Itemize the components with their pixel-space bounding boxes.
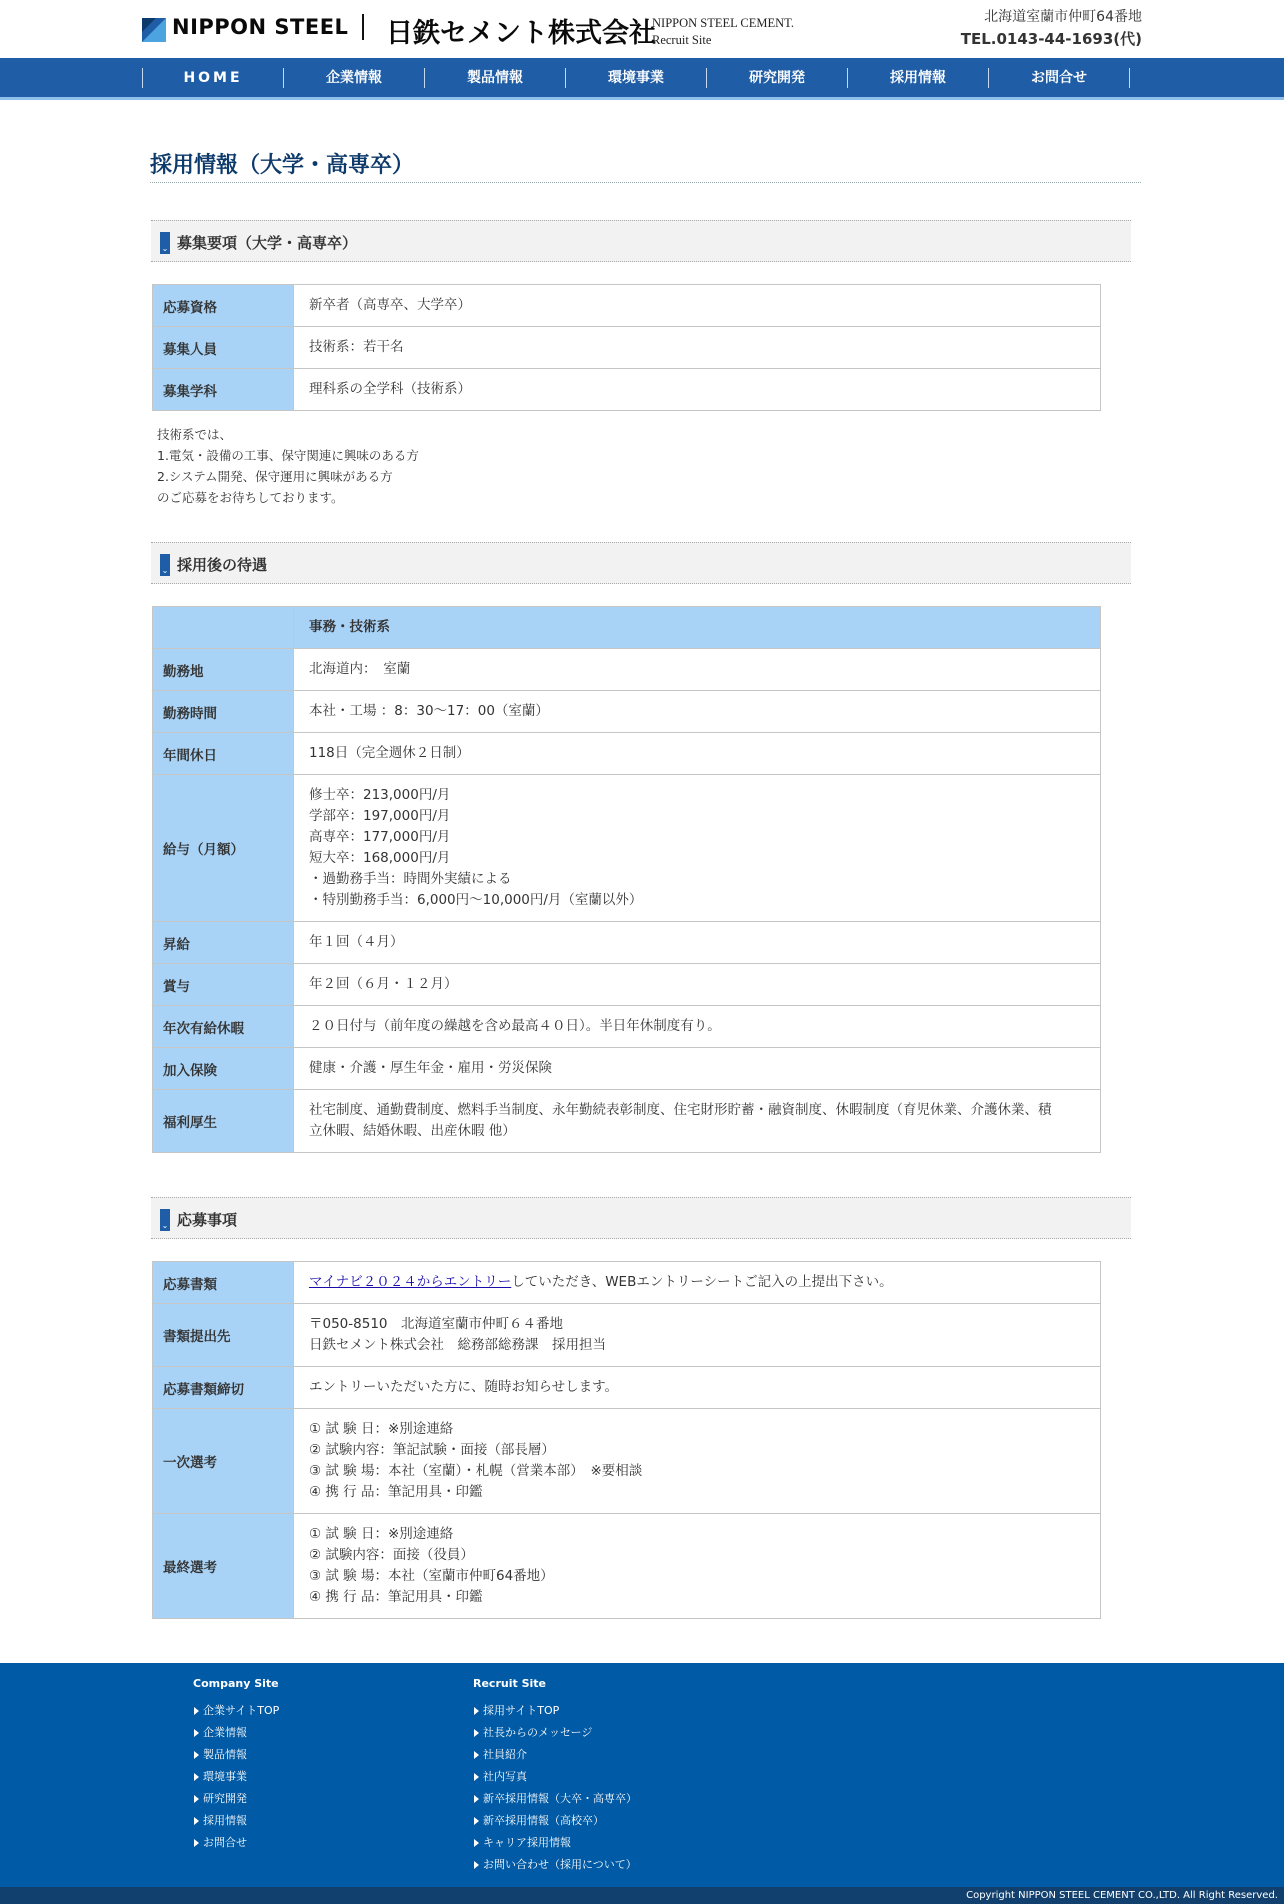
value-line: ④ 携 行 品：筆記用具・印鑑 [309,1484,483,1500]
row-label: 勤務時間 [153,691,294,733]
nav-environment[interactable]: 環境事業 [565,68,706,88]
footer-link[interactable]: 採用情報 [193,1813,279,1835]
footer-link[interactable]: 企業サイトTOP [193,1703,279,1725]
nav-home[interactable]: HOME [142,68,283,88]
value-line: ② 試験内容：面接（役員） [309,1547,474,1563]
value-line: 立休暇、結婚休暇、出産休暇 他） [309,1123,516,1139]
row-label: 応募書類 [153,1262,294,1304]
page-title: 採用情報（大学・高専卒） [150,148,1141,183]
footer-link[interactable]: 企業情報 [193,1725,279,1747]
row-label: 最終選考 [153,1514,294,1619]
table-row [153,327,1101,369]
row-value [294,1304,1101,1367]
table-row [153,1304,1101,1367]
row-label: 賞与 [153,964,294,1006]
table-row [153,1367,1101,1409]
row-value [294,1262,1101,1304]
row-label: 昇給 [153,922,294,964]
footer-link[interactable]: 新卒採用情報（大卒・高専卒） [473,1791,637,1813]
footer-link[interactable]: お問合せ [193,1835,279,1857]
table-row [153,1090,1101,1153]
nav-contact[interactable]: お問合せ [988,68,1130,88]
logo-divider [362,14,364,40]
footer-company-heading: Company Site [193,1677,279,1690]
footer-link[interactable]: 社内写真 [473,1769,637,1791]
note-line: のご応募をお待ちしております。 [157,490,344,505]
row-value: ２０日付与（前年度の繰越を含め最高４０日）。半日年休制度有り。 [294,1006,1101,1048]
row-label: 一次選考 [153,1409,294,1514]
application-table [152,1261,1101,1619]
footer-link[interactable]: 社員紹介 [473,1747,637,1769]
site-name-line1: NIPPON STEEL CEMENT. [652,16,795,30]
table-row [153,775,1101,922]
footer-link[interactable]: キャリア採用情報 [473,1835,637,1857]
footer-link[interactable]: 製品情報 [193,1747,279,1769]
row-label: 年次有給休暇 [153,1006,294,1048]
footer-company-links [193,1677,279,1857]
value-line: 短大卒：168,000円/月 [309,850,451,866]
row-value: 技術系：若干名 [294,327,1101,369]
section-heading-requirements [151,220,1131,262]
table-row [153,691,1101,733]
site-header [0,0,1284,58]
table-row [153,922,1101,964]
value-line: ① 試 験 日：※別途連絡 [309,1526,454,1542]
footer-link[interactable]: 採用サイトTOP [473,1703,637,1725]
value-line: ③ 試 験 場：本社（室蘭市仲町64番地） [309,1568,554,1584]
header-value: 事務・技術系 [294,607,1101,649]
section-heading-benefits [151,542,1131,584]
row-value: 新卒者（高専卒、大学卒） [294,285,1101,327]
row-value: 北海道内： 室蘭 [294,649,1101,691]
note-line: 1.電気・設備の工事、保守関連に興味のある方 [157,448,419,463]
row-label: 給与（月額） [153,775,294,922]
table-row [153,285,1101,327]
mynavi-entry-link[interactable]: マイナビ２０２４からエントリー [309,1274,512,1290]
value-line: ③ 試 験 場：本社（室蘭）・札幌（営業本部） ※要相談 [309,1463,643,1479]
table-row [153,1006,1101,1048]
value-line: 修士卒：213,000円/月 [309,787,451,803]
footer-link[interactable]: 社長からのメッセージ [473,1725,637,1747]
row-value: 理科系の全学科（技術系） [294,369,1101,411]
row-label: 募集学科 [153,369,294,411]
row-value [294,775,1101,922]
section-heading-label: 応募事項 [177,1211,238,1229]
copyright: Copyright NIPPON STEEL CEMENT CO.,LTD. All Right Reserved. [0,1887,1284,1904]
table-row [153,1048,1101,1090]
nav-company[interactable]: 企業情報 [283,68,424,88]
section-chevron-icon: ⌄ [160,232,170,254]
header-empty-cell [153,607,294,649]
row-value [294,1514,1101,1619]
footer-link[interactable]: 新卒採用情報（高校卒） [473,1813,637,1835]
value-line: 〒050-8510 北海道室蘭市仲町６４番地 [309,1316,563,1332]
nav-products[interactable]: 製品情報 [424,68,565,88]
table-row [153,1514,1101,1619]
table-row [153,369,1101,411]
row-label: 応募書類締切 [153,1367,294,1409]
site-name-line2: Recruit Site [652,33,712,47]
section-chevron-icon: ⌄ [160,554,170,576]
value-line: 学部卒：197,000円/月 [309,808,451,824]
nippon-steel-logo-icon[interactable] [142,18,166,42]
site-footer [0,1663,1284,1887]
section-heading-label: 採用後の待遇 [177,556,268,574]
row-value: エントリーいただいた方に、随時お知らせします。 [294,1367,1101,1409]
value-line: 高専卒：177,000円/月 [309,829,451,845]
row-value: 年１回（４月） [294,922,1101,964]
row-label: 応募資格 [153,285,294,327]
row-value [294,1090,1101,1153]
value-line: ② 試験内容：筆記試験・面接（部長層） [309,1442,555,1458]
company-address: 北海道室蘭市仲町64番地 [984,9,1142,25]
row-label: 加入保険 [153,1048,294,1090]
company-tel: TEL.0143-44-1693(代) [960,30,1142,48]
note-line: 技術系では、 [157,427,233,442]
logo-text-ja[interactable]: 日鉄セメント株式会社 [386,18,656,49]
logo-text-en[interactable]: NIPPON STEEL [172,15,349,39]
note-line: 2.システム開発、保守運用に興味がある方 [157,469,393,484]
row-value-text: していただき、WEBエントリーシートご記入の上提出下さい。 [511,1274,893,1290]
section-heading-application [151,1197,1131,1239]
row-label: 募集人員 [153,327,294,369]
row-value: 118日（完全週休２日制） [294,733,1101,775]
row-label: 福利厚生 [153,1090,294,1153]
footer-link[interactable]: お問い合わせ（採用について） [473,1857,637,1879]
value-line: ・特別勤務手当：6,000円～10,000円/月（室蘭以外） [309,892,643,908]
row-value: 健康・介護・厚生年金・雇用・労災保険 [294,1048,1101,1090]
table-row [153,649,1101,691]
benefits-table [152,606,1101,1153]
value-line: ④ 携 行 品：筆記用具・印鑑 [309,1589,483,1605]
table-row [153,733,1101,775]
requirements-table [152,284,1101,411]
row-value: 年２回（６月・１２月） [294,964,1101,1006]
footer-recruit-links [473,1677,637,1879]
table-row [153,1262,1101,1304]
table-row [153,964,1101,1006]
nav-research[interactable]: 研究開発 [706,68,847,88]
requirements-note [157,424,419,508]
row-value: 本社・工場 ：8：30～17：00（室蘭） [294,691,1101,733]
value-line: ① 試 験 日：※別途連絡 [309,1421,454,1437]
value-line: ・過勤務手当：時間外実績による [309,871,512,887]
value-line: 日鉄セメント株式会社 総務部総務課 採用担当 [309,1337,606,1353]
section-chevron-icon: ⌄ [160,1209,170,1231]
footer-recruit-heading: Recruit Site [473,1677,546,1690]
nav-recruit[interactable]: 採用情報 [847,68,988,88]
row-label: 勤務地 [153,649,294,691]
row-label: 年間休日 [153,733,294,775]
value-line: 社宅制度、通勤費制度、燃料手当制度、永年勤続表彰制度、住宅財形貯蓄・融資制度、休暇制度（育児休業、介護休業、積 [309,1102,1052,1118]
table-row [153,1409,1101,1514]
row-label: 書類提出先 [153,1304,294,1367]
footer-link[interactable]: 環境事業 [193,1769,279,1791]
main-nav [0,58,1284,100]
footer-link[interactable]: 研究開発 [193,1791,279,1813]
table-header-row [153,607,1101,649]
row-value [294,1409,1101,1514]
site-name [652,15,794,49]
section-heading-label: 募集要項（大学・高専卒） [177,234,358,252]
